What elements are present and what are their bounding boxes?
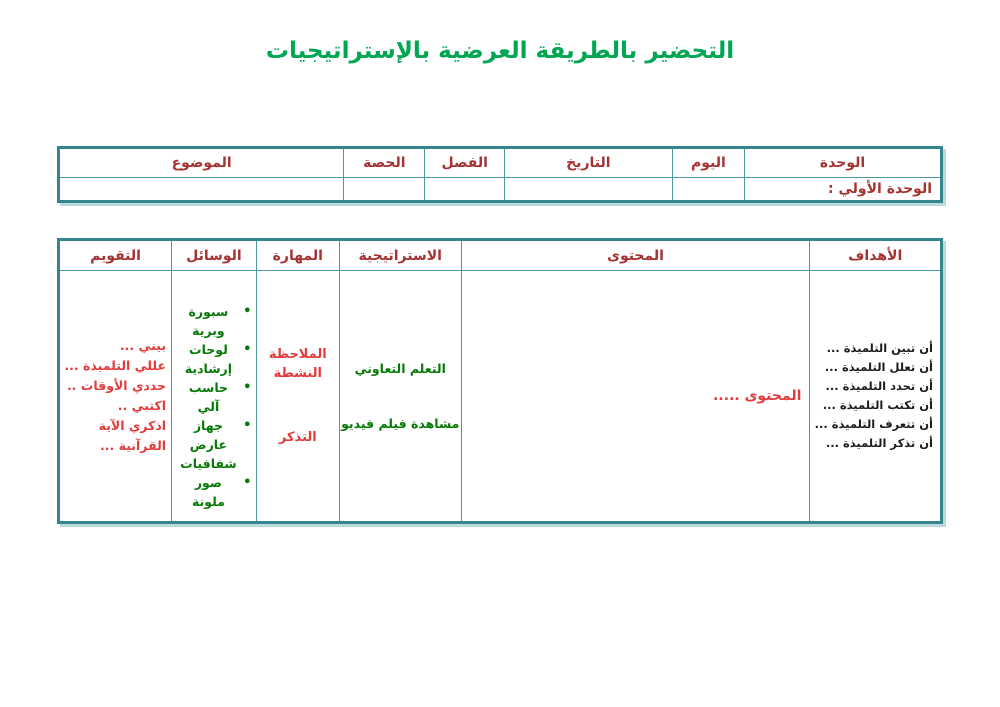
bullet-icon: • — [243, 475, 252, 490]
plan-header-skill: المهارة — [256, 240, 339, 271]
tool-item — [173, 473, 255, 511]
evaluation-cell — [59, 271, 172, 523]
page-title: التحضير بالطريقة العرضية بالإستراتيجيات — [265, 38, 735, 64]
evaluation-line: بيني ... — [119, 338, 167, 353]
plan-header-tools: الوسائل — [172, 240, 257, 271]
objective-line: أن تذكر التلميذة ... — [825, 436, 933, 450]
plan-header-evaluation: التقويم — [59, 240, 172, 271]
evaluation-line: اذكري الآية القرآنية ... — [98, 418, 167, 453]
tool-item — [173, 416, 255, 473]
content-cell — [461, 271, 810, 523]
tool-label: جهاز عارض شفافيات — [180, 418, 237, 471]
objective-line: أن تحدد التلميذة ... — [825, 379, 933, 393]
info-header-class: الفصل — [425, 148, 504, 178]
objectives-cell — [810, 271, 942, 523]
tool-label: حاسب آلي — [188, 380, 229, 414]
strategy-list — [341, 272, 460, 520]
tool-item — [173, 340, 255, 378]
info-header-row — [59, 148, 942, 178]
skill-cell — [256, 271, 339, 523]
content-placeholder: المحتوى ..... — [713, 388, 802, 404]
tool-item — [173, 378, 255, 416]
info-header-unit: الوحدة — [745, 148, 942, 178]
skill-list — [258, 272, 338, 520]
bullet-icon: • — [243, 342, 252, 357]
plan-body-row — [59, 271, 942, 523]
info-empty-subject — [59, 178, 344, 202]
bullet-icon: • — [243, 304, 252, 319]
info-empty-period — [344, 178, 425, 202]
tool-label: صور ملونة — [191, 475, 225, 509]
tool-item — [173, 302, 255, 340]
info-header-subject: الموضوع — [59, 148, 344, 178]
plan-header-objectives: الأهداف — [810, 240, 942, 271]
strategy-item: مشاهدة فيلم فيديو — [341, 416, 460, 431]
objective-line: أن تبين التلميذة ... — [826, 341, 933, 355]
objective-line: أن تتعرف التلميذة ... — [814, 417, 933, 431]
info-empty-date — [504, 178, 672, 202]
plan-table — [57, 238, 943, 524]
evaluation-line: عللي التلميذة ... — [64, 358, 167, 373]
bullet-icon: • — [243, 418, 252, 433]
info-header-day: اليوم — [672, 148, 744, 178]
info-empty-day — [672, 178, 744, 202]
objective-line: أن تعلل التلميذة ... — [824, 360, 933, 374]
info-empty-class — [425, 178, 504, 202]
skill-item: الملاحظة النشطة — [268, 347, 327, 381]
info-unit-value: الوحدة الأولي : — [745, 178, 942, 202]
info-header-date: التاريخ — [504, 148, 672, 178]
info-table — [57, 146, 943, 203]
tool-label: لوحات إرشادية — [184, 342, 232, 376]
strategy-item: التعلم التعاوني — [354, 361, 446, 376]
tool-label: سبورة وبرية — [188, 304, 229, 338]
tools-list — [173, 302, 255, 511]
plan-header-strategy: الاستراتيجية — [339, 240, 461, 271]
plan-header-row — [59, 240, 942, 271]
evaluation-line: اكتبي .. — [117, 398, 167, 413]
objective-line: أن تكتب التلميذة ... — [822, 398, 933, 412]
plan-header-content: المحتوى — [461, 240, 810, 271]
strategy-cell — [339, 271, 461, 523]
tools-cell — [172, 271, 257, 523]
skill-item: التذكر — [278, 430, 317, 445]
info-header-period: الحصة — [344, 148, 425, 178]
info-value-row — [59, 178, 942, 202]
bullet-icon: • — [243, 380, 252, 395]
evaluation-line: حددي الأوقات .. — [66, 378, 167, 393]
